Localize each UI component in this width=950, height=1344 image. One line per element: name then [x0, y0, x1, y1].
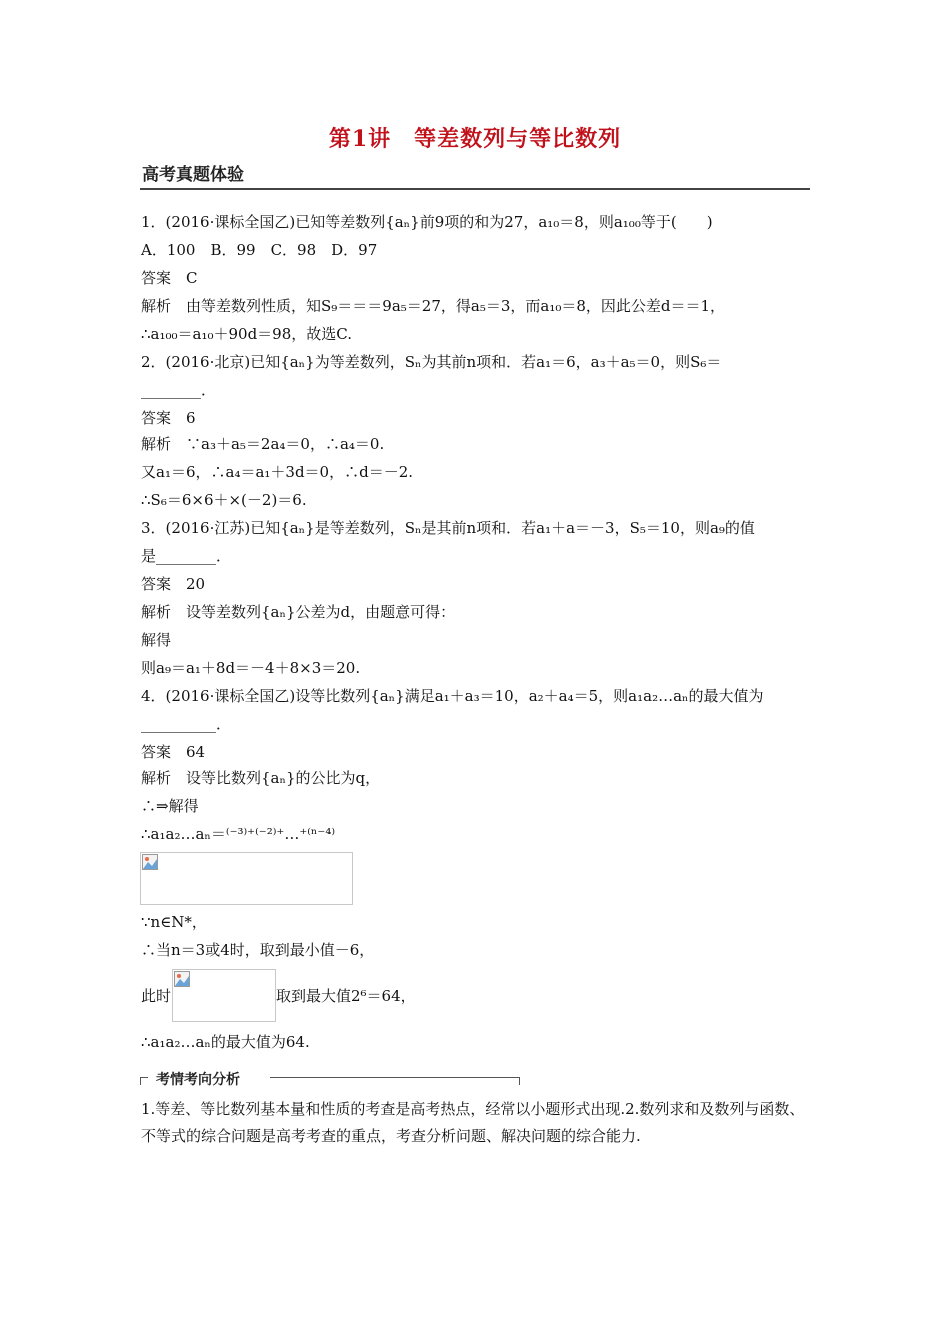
problem-2-result: ∴S₆＝6×6＋×(－2)＝6. [141, 491, 307, 509]
analysis-box-title: 考情考向分析 [156, 1072, 240, 1088]
problem-1-solution: 解析 由等差数列性质，知S₉＝＝＝9a₅＝27，得a₅＝3，而a₁₀＝8，因此公差d＝＝1， [141, 297, 726, 315]
problem-3-result: 则a₉＝a₁＋8d＝－4＋8×3＝20. [141, 659, 361, 677]
problem-4-stem: 4．(2016·课标全国乙)设等比数列{aₙ}满足a₁＋a₃＝10，a₂＋a₄＝5，则a₁a₂…aₙ的最大值为 [141, 687, 764, 705]
problem-1-stem: 1．(2016·课标全国乙)已知等差数列{aₙ}前9项的和为27，a₁₀＝8，则a₁₀₀等于( ) [141, 213, 713, 231]
problem-1-options: A．100 B．99 C．98 D．97 [141, 241, 378, 259]
broken-image-placeholder [140, 852, 353, 905]
box-border-tick-left [140, 1077, 141, 1085]
problem-4-system: ∴⇒解得 [141, 797, 199, 815]
problem-3-solve: 解得 [141, 631, 172, 649]
problem-4-max: 取到最大值2⁶＝64， [276, 987, 416, 1005]
broken-image-placeholder [172, 969, 276, 1022]
problem-4-answer: 答案 64 [141, 743, 206, 761]
section-heading: 高考真题体验 [142, 165, 244, 185]
broken-image-icon [142, 854, 158, 870]
problem-2-answer: 答案 6 [141, 409, 196, 427]
box-border-right [270, 1077, 520, 1078]
problem-2-solution: 解析 ∵a₃＋a₅＝2a₄＝0，∴a₄＝0. [141, 435, 385, 453]
problem-1-conclusion: ∴a₁₀₀＝a₁₀＋90d＝98，故选C. [141, 325, 352, 343]
problem-3-solution: 解析 设等差数列{aₙ}公差为d，由题意可得： [141, 603, 456, 621]
problem-4-natural: ∵n∈N*， [141, 913, 207, 931]
analysis-box-header [140, 1070, 520, 1086]
page-title: 第1讲 等差数列与等比数列 [328, 126, 622, 152]
problem-1-answer: 答案 C [141, 269, 198, 287]
problem-4-product: ∴a₁a₂…aₙ＝⁽⁻³⁾⁺⁽⁻²⁾⁺…⁺⁽ⁿ⁻⁴⁾ [141, 825, 336, 843]
section-divider [140, 188, 810, 190]
broken-image-icon [174, 971, 190, 987]
box-border-left [140, 1077, 148, 1078]
analysis-paragraph: 1.等差、等比数列基本量和性质的考查是高考热点，经常以小题形式出现.2.数列求和及数列与函数、不等式的综合问题是高考考查的重点，考查分析问题、解决问题的综合能力. [141, 1100, 805, 1145]
problem-4-min: ∴当n＝3或4时，取到最小值－6， [141, 941, 375, 959]
problem-4-conclusion: ∴a₁a₂…aₙ的最大值为64. [141, 1033, 310, 1051]
problem-4-blank: __________． [141, 715, 232, 733]
problem-3-answer: 答案 20 [141, 575, 206, 593]
problem-2-stem: 2．(2016·北京)已知{aₙ}为等差数列，Sₙ为其前n项和．若a₁＝6，a₃＋a₅＝0，则S₆＝ [141, 353, 722, 371]
problem-3-blank: 是________． [141, 547, 232, 565]
problem-3-stem: 3．(2016·江苏)已知{aₙ}是等差数列，Sₙ是其前n项和．若a₁＋a＝－3，S₅＝10，则a₉的值 [141, 519, 755, 537]
problem-2-blank: ________． [141, 381, 217, 399]
problem-4-solution: 解析 设等比数列{aₙ}的公比为q， [141, 769, 381, 787]
problem-2-step: 又a₁＝6，∴a₄＝a₁＋3d＝0，∴d＝－2. [141, 463, 414, 481]
box-border-tick-right [519, 1077, 520, 1085]
problem-4-then: 此时 [141, 987, 172, 1005]
